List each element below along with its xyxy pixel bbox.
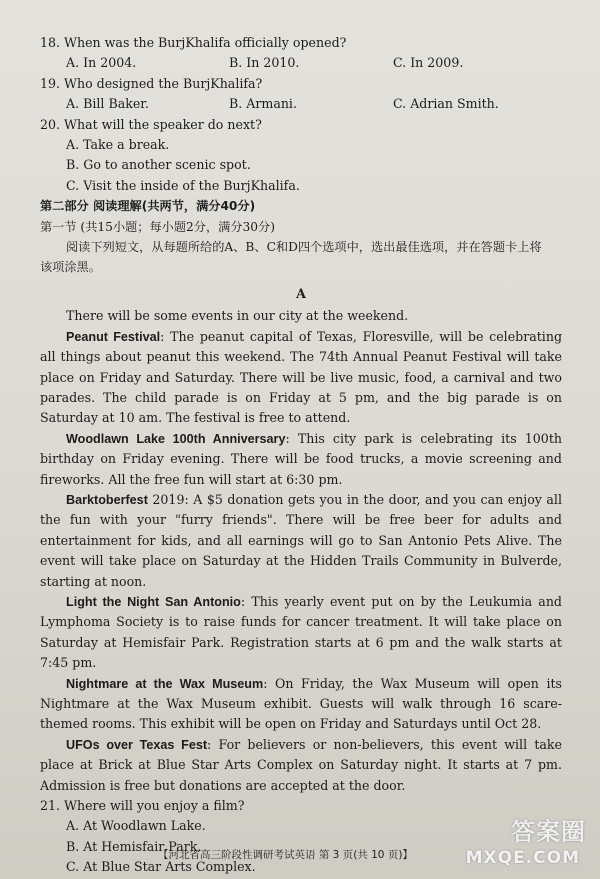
page-footer: 【河北省高三阶段性调研考试英语 第 3 页(共 10 页)】 (158, 849, 413, 861)
passage-intro: There will be some events in our city at the weekend. (66, 308, 409, 324)
q19-option-b: B. Armani. (229, 96, 297, 112)
event-ufos-over-texas (40, 735, 562, 796)
event-body: : This yearly event put on by the Leukumia and Lymphoma Society is to raise funds for cancer treatment. It will take place on Saturday at Hemisfair Park. Registration starts at 6 pm and the walk starts at 7:45 pm. (40, 593, 562, 671)
q18-option-a: A. In 2004. (66, 55, 137, 71)
event-title: UFOs over Texas Fest (66, 737, 208, 752)
event-barktoberfest (40, 490, 562, 592)
event-title: Barktoberfest (66, 492, 148, 507)
q21-option-b: B. At Hemisfair Park. (66, 838, 202, 854)
q21-option-a: A. At Woodlawn Lake. (66, 818, 206, 834)
instruction-line-1: 阅读下列短文，从每题所给的A、B、C和D四个选项中，选出最佳选项，并在答题卡上将 (66, 240, 542, 255)
page-content (40, 33, 562, 878)
watermark-text: 答案圈 (511, 818, 586, 846)
section1-title: 第一节 (共15小题；每小题2分，满分30分) (40, 219, 275, 234)
watermark-logo (448, 812, 586, 876)
q19-options (40, 94, 562, 114)
q21-option-c: C. At Blue Star Arts Complex. (66, 859, 256, 875)
event-title: Light the Night San Antonio (66, 594, 241, 609)
event-title: Peanut Festival (66, 329, 161, 344)
part2-title: 第二部分 阅读理解(共两节，满分40分) (40, 199, 256, 214)
q19-option-c: C. Adrian Smith. (393, 96, 499, 112)
event-wax-museum (40, 674, 562, 735)
event-peanut-festival (40, 327, 562, 429)
q19-stem: 19. Who designed the BurjKhalifa? (40, 75, 263, 91)
q21-stem: 21. Where will you enjoy a film? (40, 798, 245, 814)
event-body: : The peanut capital of Texas, Floresville, will be celebrating all things about peanut this weekend. The 74th Annual Peanut Festival will take place on Friday and Saturday. There will be live music, food, a carnival and two parades. The child parade is on Friday at 5 pm, and the big parade is on Saturday at 10 am. The festival is free to attend. (40, 328, 563, 426)
q20-stem: 20. What will the speaker do next? (40, 116, 262, 132)
instruction-line-2: 该项涂黑。 (40, 260, 101, 275)
event-title: Woodlawn Lake 100th Anniversary (66, 431, 286, 446)
watermark-url: MXQE.COM (465, 848, 580, 868)
event-body: 2019: A $5 donation gets you in the door, and you can enjoy all the fun with your "furry friends". There will be free beer for adults and entertainment for kids, and all earnings will go to San Antonio Pets Alive. The event will take place on Saturday at the Hidden Trails Community in Bulverde, starting at noon. (40, 491, 562, 589)
q20-option-a: A. Take a break. (66, 137, 170, 153)
q18-option-c: C. In 2009. (393, 55, 464, 71)
event-woodlawn-lake (40, 429, 562, 490)
q18-option-b: B. In 2010. (229, 55, 300, 71)
event-title: Nightmare at the Wax Museum (66, 676, 264, 691)
event-light-the-night (40, 592, 562, 674)
q20-option-c: C. Visit the inside of the BurjKhalifa. (66, 177, 300, 193)
event-body: : For believers or non-believers, this event will take place at Brick at Blue Star Arts Complex on Saturday night. It starts at 7 pm. Admission is free but donations are accepted at the door. (40, 736, 562, 793)
q18-options (40, 53, 562, 73)
passage-label: A (296, 285, 306, 301)
event-body: : This city park is celebrating its 100th birthday on Friday evening. There will be food trucks, a movie screening and fireworks. All the free fun will start at 6:30 pm. (40, 430, 562, 487)
q18-stem: 18. When was the BurjKhalifa officially opened? (40, 35, 347, 50)
q19-option-a: A. Bill Baker. (66, 96, 149, 112)
q20-option-b: B. Go to another scenic spot. (66, 157, 251, 173)
event-body: : On Friday, the Wax Museum will open its Nightmare at the Wax Museum exhibit. Guests will walk through 16 scare-themed rooms. This exhibit will be open on Friday and Saturdays until Oct 28. (40, 675, 562, 732)
